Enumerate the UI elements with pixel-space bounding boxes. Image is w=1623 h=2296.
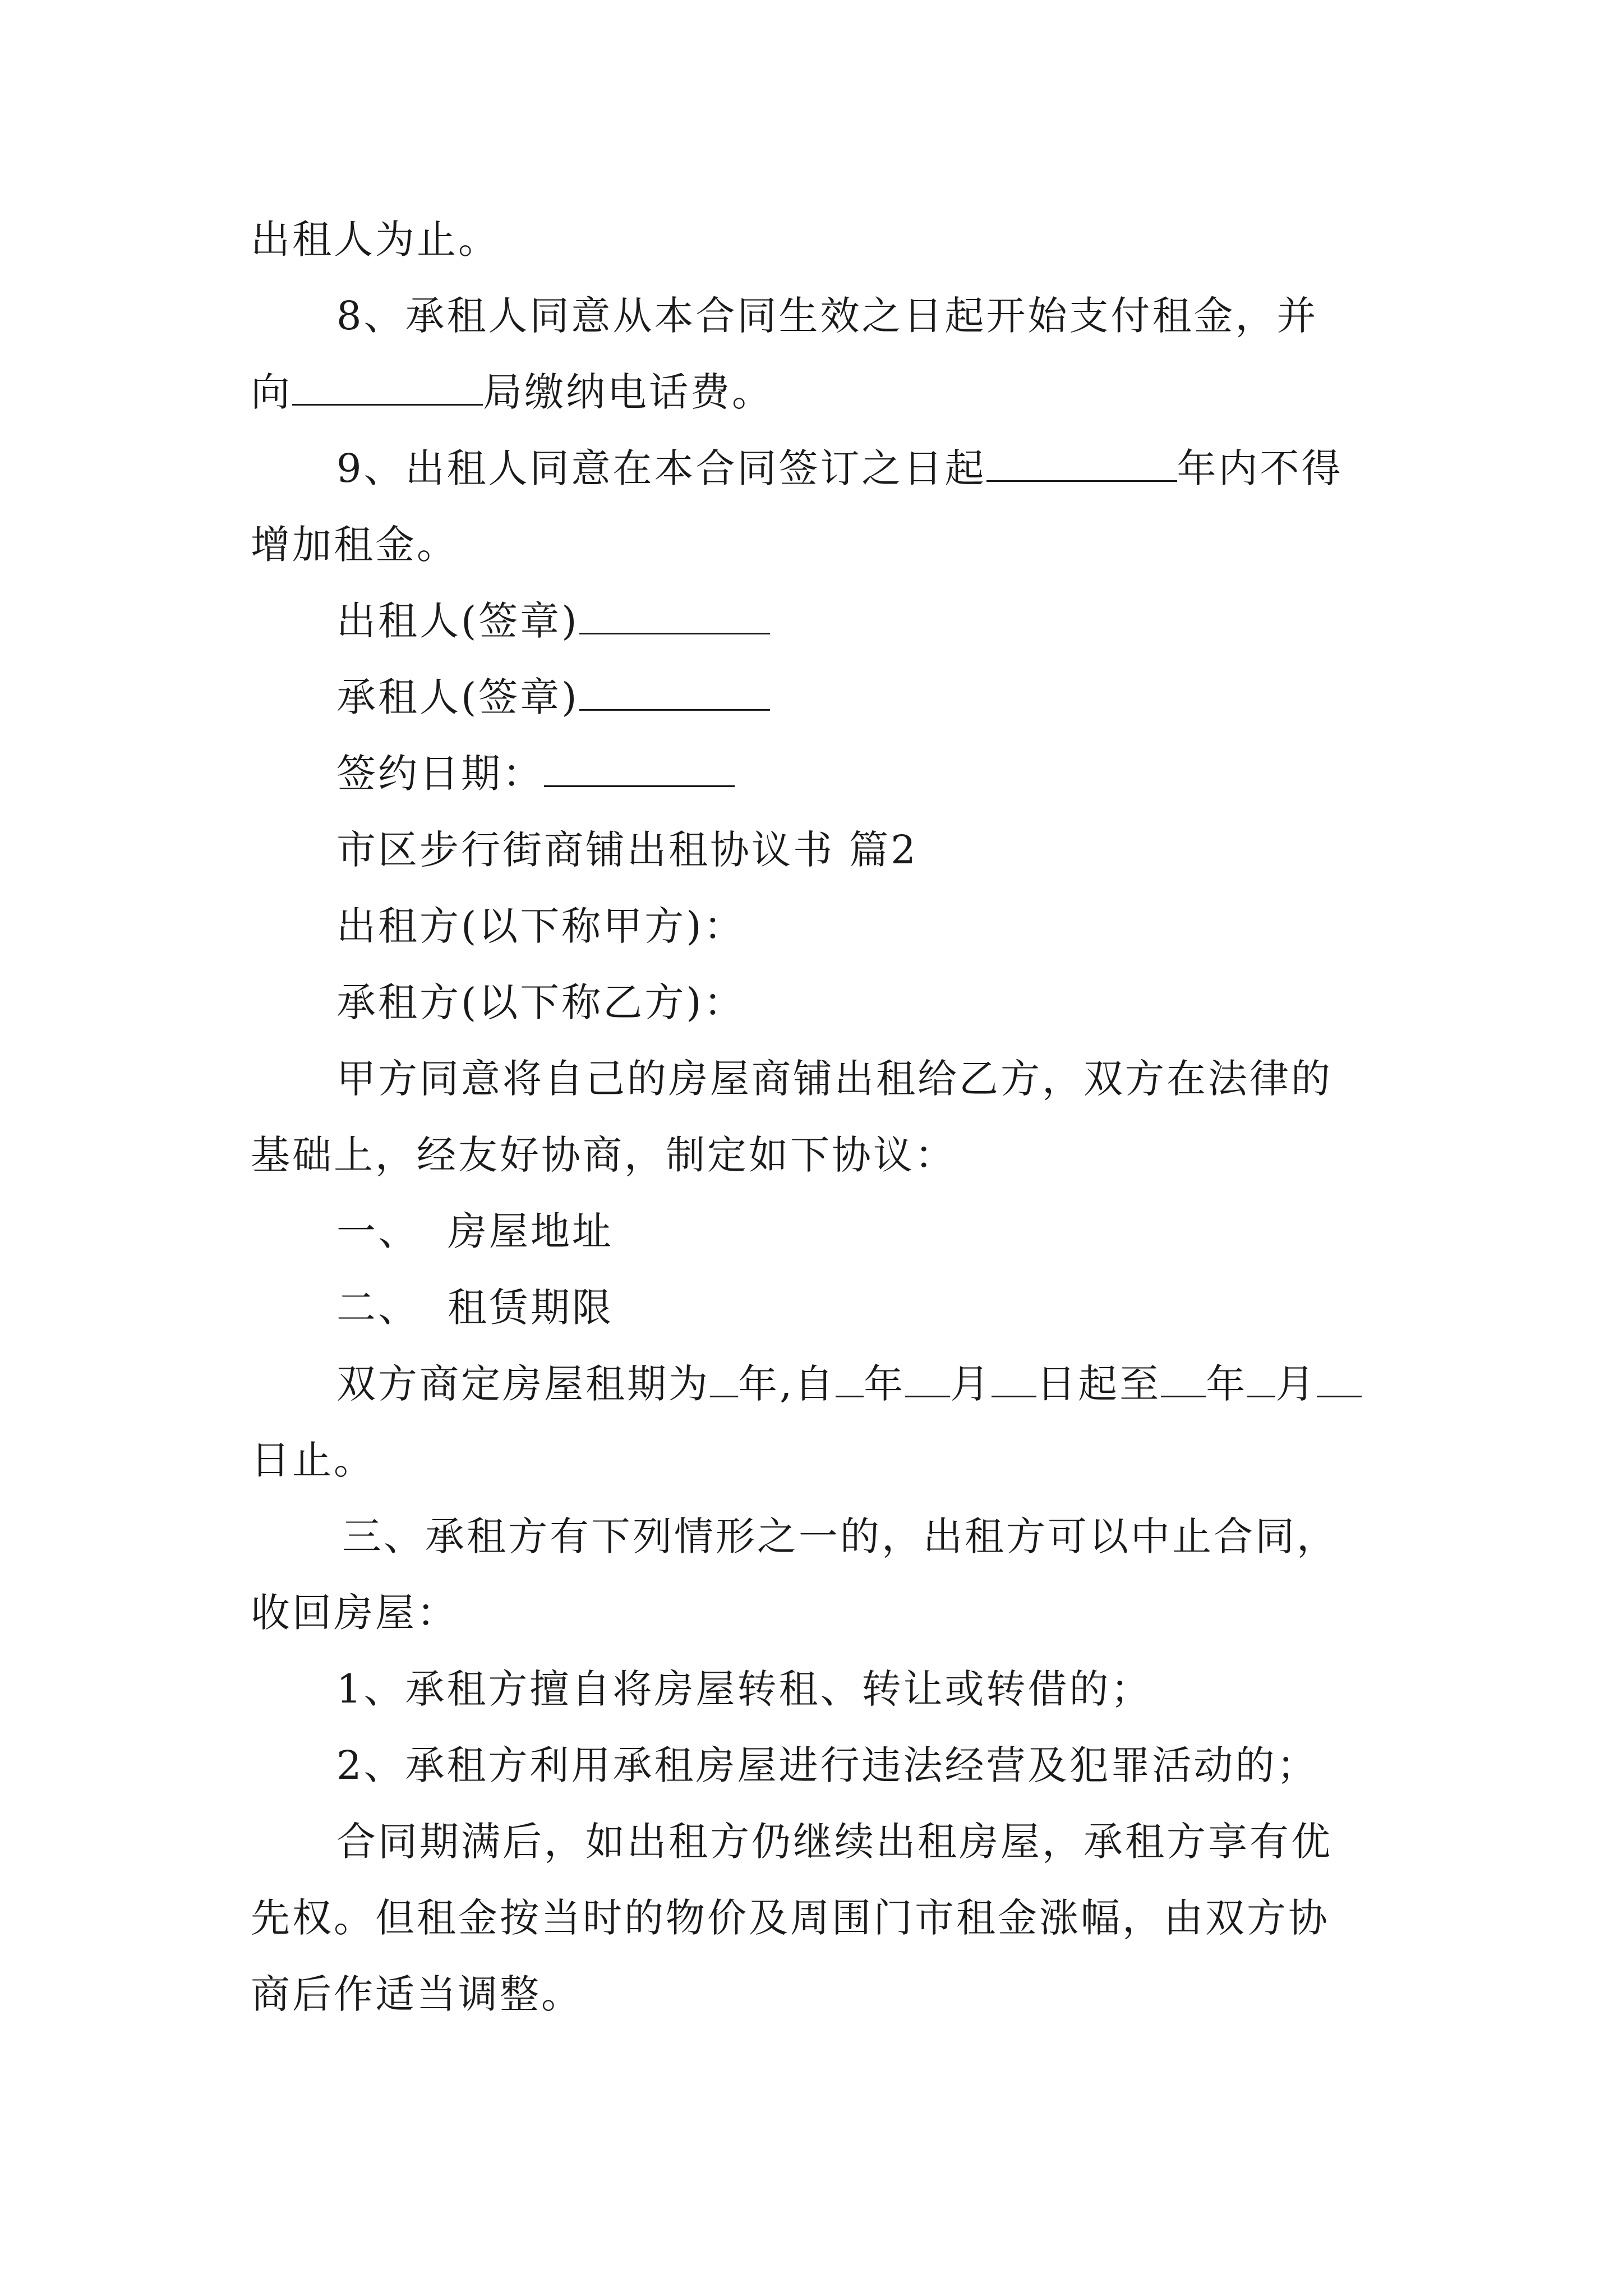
paragraph-text: 承租方(以下称乙方)： (336, 979, 745, 1025)
paragraph-text: 向 (251, 369, 292, 415)
paragraph-text: 出租方(以下称甲方)： (336, 903, 745, 949)
item-number: 一、 (336, 1208, 419, 1254)
fill-in-blank[interactable] (992, 1361, 1036, 1397)
paragraph-text: 年内不得 (1177, 445, 1343, 491)
paragraph-text: 2、承租方利用承租房屋进行违法经营及犯罪活动的； (336, 1742, 1318, 1788)
fill-in-blank[interactable] (986, 445, 1177, 482)
date-label: 签约日期： (336, 751, 544, 797)
intro-paragraph (336, 1053, 1332, 1104)
paragraph-text: 9、出租人同意在本合同签订之日起 (336, 445, 986, 491)
paragraph-text: 先权。但租金按当时的物价及周围门市租金涨幅，由双方协 (251, 1895, 1330, 1941)
text-line (251, 214, 500, 265)
text-line (251, 367, 773, 417)
fill-in-blank[interactable] (836, 1361, 864, 1397)
lessee-signature-line (336, 672, 770, 723)
termination-clause (342, 1511, 1338, 1562)
fill-in-blank[interactable] (1247, 1361, 1275, 1397)
clause-8 (336, 291, 1318, 341)
lease-term-sentence (336, 1359, 1362, 1409)
paragraph-text: 商后作适当调整。 (251, 1971, 583, 2017)
paragraph-text: 三、承租方有下列情形之一的，出租方可以中止合同， (342, 1513, 1338, 1559)
renewal-paragraph (336, 1816, 1332, 1867)
lessor-signature-blank[interactable] (579, 598, 770, 634)
paragraph-text: 8、承租人同意从本合同生效之日起开始支付租金，并 (336, 293, 1318, 339)
paragraph-text: 出租人为止。 (251, 217, 500, 263)
paragraph-text: 双方商定房屋租期为 (336, 1361, 710, 1407)
text-line (251, 1435, 375, 1485)
fill-in-blank[interactable] (1161, 1361, 1206, 1397)
text-line (251, 1130, 956, 1180)
termination-item-2 (336, 1740, 1318, 1791)
clause-9 (336, 443, 1343, 494)
item-title: 房屋地址 (448, 1208, 614, 1254)
lessor-signature-line (336, 596, 770, 646)
lessee-signature-blank[interactable] (579, 674, 770, 711)
section-title (336, 825, 918, 875)
text-line (251, 1969, 583, 2019)
signature-label: 出租人(签章) (336, 598, 579, 644)
termination-item-1 (336, 1664, 1152, 1714)
fill-in-blank[interactable] (905, 1361, 950, 1397)
paragraph-text: 基础上，经友好协商，制定如下协议： (251, 1132, 956, 1178)
paragraph-text: 增加租金。 (251, 522, 458, 568)
paragraph-text: 日起至 (1036, 1361, 1161, 1407)
party-a-line (336, 901, 745, 951)
party-b-line (336, 977, 745, 1028)
text-line (251, 1893, 1330, 1943)
sign-date-line (336, 748, 735, 799)
item-title: 租赁期限 (448, 1285, 614, 1331)
fill-in-blank[interactable] (710, 1361, 738, 1397)
paragraph-text: 日止。 (251, 1437, 375, 1483)
sign-date-blank[interactable] (544, 751, 735, 787)
fill-in-blank[interactable] (292, 369, 483, 406)
item-lease-term (336, 1282, 614, 1333)
text-line (251, 1588, 458, 1638)
paragraph-text: 局缴纳电话费。 (483, 369, 773, 415)
paragraph-text: 年 (864, 1361, 906, 1407)
item-number: 二、 (336, 1285, 419, 1331)
paragraph-text: 月 (950, 1361, 992, 1407)
fill-in-blank[interactable] (1317, 1361, 1362, 1397)
paragraph-text: 年 (1206, 1361, 1248, 1407)
paragraph-text: 1、承租方擅自将房屋转租、转让或转借的； (336, 1666, 1152, 1712)
paragraph-text: 月 (1275, 1361, 1317, 1407)
paragraph-text: 年,自 (738, 1361, 836, 1407)
item-house-address (336, 1206, 614, 1257)
paragraph-text: 收回房屋： (251, 1590, 458, 1636)
text-line (251, 519, 458, 570)
heading-text: 市区步行街商铺出租协议书 篇2 (336, 827, 918, 873)
signature-label: 承租人(签章) (336, 674, 579, 720)
paragraph-text: 甲方同意将自己的房屋商铺出租给乙方，双方在法律的 (336, 1056, 1332, 1102)
paragraph-text: 合同期满后，如出租方仍继续出租房屋，承租方享有优 (336, 1819, 1332, 1865)
